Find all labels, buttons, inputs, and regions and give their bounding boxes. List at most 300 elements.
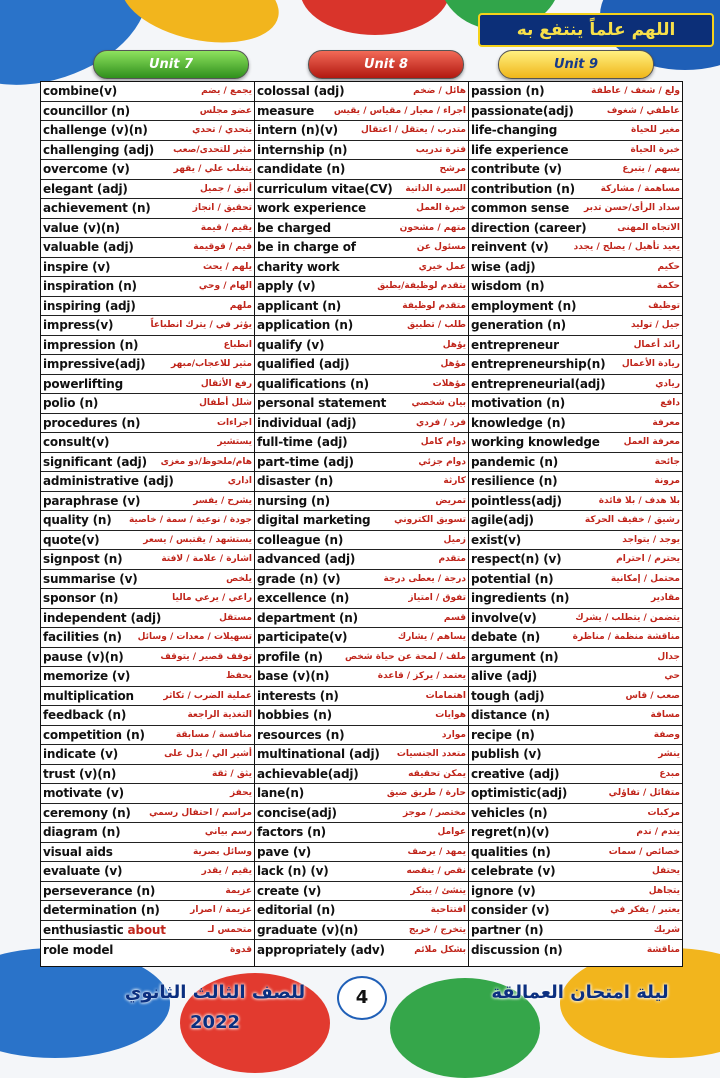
arabic-meaning: مناقشة منظمة / مناظرة — [572, 632, 680, 643]
english-word: advanced (adj) — [257, 552, 356, 567]
english-word: motivation (n) — [471, 396, 566, 411]
vocab-row — [469, 472, 682, 492]
vocab-row — [255, 394, 468, 414]
vocab-row — [469, 784, 682, 804]
english-word: combine(v) — [43, 84, 118, 99]
english-word: life-changing — [471, 123, 558, 138]
arabic-meaning: يثق / ثقة — [211, 768, 252, 779]
arabic-meaning: منافسة / مسابقة — [175, 729, 252, 740]
english-word: summarise (v) — [43, 571, 138, 586]
english-word: resilience (n) — [471, 474, 558, 489]
english-word: recipe (n) — [471, 727, 535, 742]
english-word: direction (career) — [471, 220, 587, 235]
english-word: trust (v)(n) — [43, 766, 117, 781]
english-word: memorize (v) — [43, 669, 131, 684]
arabic-meaning: السيرة الذاتية — [405, 183, 466, 194]
english-word: department (n) — [257, 610, 358, 625]
vocab-row — [255, 277, 468, 297]
english-word: reinvent (v) — [471, 240, 549, 255]
vocab-row — [469, 82, 682, 102]
arabic-meaning: راعي / يرعي ماليا — [172, 593, 252, 604]
arabic-meaning: شلل أطفال — [199, 398, 252, 409]
vocab-row — [469, 745, 682, 765]
arabic-meaning: معرفة — [652, 417, 680, 428]
arabic-meaning: اهتمامات — [425, 690, 466, 701]
english-word: excellence (n) — [257, 591, 350, 606]
arabic-meaning: كارثة — [443, 476, 466, 487]
arabic-meaning: مختصر / موجز — [402, 807, 466, 818]
english-word: create (v) — [257, 883, 322, 898]
english-word: inspire (v) — [43, 259, 111, 274]
vocab-row — [41, 238, 254, 258]
arabic-meaning: متقدم — [438, 554, 466, 565]
vocab-row — [255, 550, 468, 570]
english-word: discussion (n) — [471, 942, 563, 957]
arabic-meaning: مركبات — [647, 807, 680, 818]
vocab-row — [469, 433, 682, 453]
english-word: pointless(adj) — [471, 493, 562, 508]
vocab-row — [41, 121, 254, 141]
english-word: generation (n) — [471, 318, 566, 333]
english-word: powerlifting — [43, 376, 124, 391]
arabic-meaning: افتتاحية — [430, 905, 466, 916]
arabic-meaning: دوام جزئي — [418, 456, 466, 467]
vocab-row — [41, 102, 254, 122]
english-word: inspiring (adj) — [43, 298, 136, 313]
english-word: vehicles (n) — [471, 805, 548, 820]
english-word: passionate(adj) — [471, 103, 574, 118]
english-word: common sense — [471, 201, 570, 216]
arabic-meaning: مبدع — [659, 768, 680, 779]
arabic-meaning: نقص / ينقصه — [406, 866, 466, 877]
english-word: resources (n) — [257, 727, 345, 742]
english-word: qualify (v) — [257, 337, 325, 352]
vocab-row — [469, 102, 682, 122]
english-word: hobbies (n) — [257, 708, 332, 723]
vocab-row — [41, 316, 254, 336]
english-word: multiplication — [43, 688, 134, 703]
vocab-row — [255, 726, 468, 746]
arabic-meaning: يساهم / يشارك — [397, 632, 466, 643]
vocab-row — [41, 82, 254, 102]
english-word: role model — [43, 942, 114, 957]
english-word: debate (n) — [471, 630, 540, 645]
arabic-meaning: رائد أعمال — [633, 339, 680, 350]
arabic-meaning: يتقدم لوظيفة/يطبق — [377, 281, 466, 292]
vocab-row — [255, 472, 468, 492]
english-word: be in charge of — [257, 240, 356, 255]
arabic-meaning: يحفظ — [226, 671, 252, 682]
vocab-row — [41, 804, 254, 824]
english-word: argument (n) — [471, 649, 559, 664]
vocab-row — [469, 901, 682, 921]
vocab-row — [469, 199, 682, 219]
english-word: participate(v) — [257, 630, 348, 645]
arabic-meaning: هام/ملحوظ/ذو مغزى — [160, 456, 252, 467]
vocab-row — [469, 336, 682, 356]
vocab-row — [255, 843, 468, 863]
english-word: regret(n)(v) — [471, 825, 550, 840]
vocab-row — [469, 804, 682, 824]
arabic-meaning: مسئول عن — [416, 242, 466, 253]
arabic-meaning: رفع الأثقال — [200, 378, 252, 389]
arabic-meaning: الاتجاه المهنى — [617, 222, 680, 233]
vocab-row — [41, 492, 254, 512]
arabic-meaning: قدوة — [230, 944, 252, 955]
english-word: publish (v) — [471, 747, 542, 762]
english-word: disaster (n) — [257, 474, 334, 489]
vocab-row — [255, 238, 468, 258]
arabic-meaning: دوام كامل — [420, 437, 466, 448]
english-word: celebrate (v) — [471, 864, 556, 879]
english-word: perseverance (n) — [43, 883, 156, 898]
arabic-meaning: زميل — [443, 534, 466, 545]
arabic-meaning: تسويق الكتروني — [394, 515, 466, 526]
arabic-meaning: ملهم — [229, 300, 252, 311]
vocab-row — [469, 531, 682, 551]
vocab-row — [469, 706, 682, 726]
column-unit-7 — [41, 82, 255, 966]
arabic-meaning: معرفة العمل — [623, 437, 680, 448]
english-word: consider (v) — [471, 903, 550, 918]
vocab-row — [41, 375, 254, 395]
english-word: impressive(adj) — [43, 357, 146, 372]
english-word: significant (adj) — [43, 454, 147, 469]
vocab-row — [469, 843, 682, 863]
vocab-row — [255, 804, 468, 824]
vocab-row — [41, 141, 254, 161]
vocab-row — [41, 726, 254, 746]
vocab-row — [469, 882, 682, 902]
arabic-meaning: بشكل ملائم — [414, 944, 466, 955]
arabic-meaning: مثير للتحدى/صعب — [173, 144, 252, 155]
vocab-row — [255, 121, 468, 141]
arabic-meaning: متعدد الجنسيات — [396, 749, 466, 760]
arabic-meaning: فترة تدريب — [415, 144, 466, 155]
arabic-meaning: يتجاهل — [648, 885, 680, 896]
english-word: individual (adj) — [257, 415, 357, 430]
english-word: potential (n) — [471, 571, 554, 586]
english-word: feedback (n) — [43, 708, 127, 723]
vocab-row — [469, 687, 682, 707]
english-word: grade (n) (v) — [257, 571, 341, 586]
vocab-row — [469, 453, 682, 473]
vocab-row — [469, 414, 682, 434]
vocab-row — [255, 297, 468, 317]
english-word: paraphrase (v) — [43, 493, 141, 508]
vocab-row — [469, 160, 682, 180]
arabic-meaning: عزيمة — [225, 885, 252, 896]
vocab-row — [255, 570, 468, 590]
english-word: application (n) — [257, 318, 354, 333]
english-word: digital marketing — [257, 513, 371, 528]
vocab-row — [469, 589, 682, 609]
vocab-row — [255, 706, 468, 726]
arabic-meaning: مسافة — [650, 710, 680, 721]
english-word: curriculum vitae(CV) — [257, 181, 393, 196]
header-banner: اللهم علماً ينتفع به — [478, 13, 714, 47]
arabic-meaning: ينشر — [658, 749, 680, 760]
vocab-row — [469, 141, 682, 161]
vocab-row — [255, 180, 468, 200]
english-word: quality (n) — [43, 513, 112, 528]
arabic-meaning: الهام / وحي — [198, 281, 252, 292]
arabic-meaning: ينشئ / يبتكر — [410, 885, 466, 896]
arabic-meaning: يتخرج / خريج — [408, 924, 466, 935]
arabic-meaning: مثير للاعجاب/مبهر — [171, 359, 252, 370]
arabic-meaning: يقيم / يقدر — [201, 866, 252, 877]
vocab-row — [41, 667, 254, 687]
vocab-row — [41, 570, 254, 590]
vocab-row — [255, 160, 468, 180]
vocab-row — [41, 628, 254, 648]
english-word: work experience — [257, 201, 366, 216]
vocab-row — [41, 511, 254, 531]
arabic-meaning: جودة / نوعية / سمة / خاصية — [128, 515, 252, 526]
english-word: employment (n) — [471, 298, 577, 313]
vocab-row — [41, 550, 254, 570]
english-word: passion (n) — [471, 84, 545, 99]
vocab-row — [469, 394, 682, 414]
english-word: working knowledge — [471, 435, 600, 450]
arabic-meaning: يعيد تأهيل / يصلح / يجدد — [573, 242, 680, 253]
arabic-meaning: خبرة الحياة — [630, 144, 680, 155]
english-word: applicant (n) — [257, 298, 342, 313]
arabic-meaning: يشرح / يفسر — [193, 495, 252, 506]
english-word: value (v)(n) — [43, 220, 120, 235]
vocab-row — [469, 862, 682, 882]
arabic-meaning: تحقيق / انجاز — [192, 203, 252, 214]
english-word: inspiration (n) — [43, 279, 137, 294]
english-word: independent (adj) — [43, 610, 162, 625]
tab-unit-8[interactable]: Unit 8 — [308, 50, 464, 79]
arabic-meaning: متقدم لوظيفة — [402, 300, 466, 311]
vocab-row — [255, 745, 468, 765]
arabic-meaning: يستشير — [217, 437, 252, 448]
english-word: factors (n) — [257, 825, 326, 840]
english-word: elegant (adj) — [43, 181, 128, 196]
english-word: impress(v) — [43, 318, 114, 333]
arabic-meaning: متفائل / تفاؤلي — [608, 788, 680, 799]
arabic-meaning: رشيق / خفيف الحركة — [584, 515, 680, 526]
vocab-row — [469, 609, 682, 629]
english-word: wisdom (n) — [471, 279, 545, 294]
arabic-meaning: يمهد / يرصف — [407, 846, 466, 857]
english-word: consult(v) — [43, 435, 110, 450]
column-unit-9 — [469, 82, 682, 966]
english-word: editorial (n) — [257, 903, 336, 918]
vocab-row — [469, 648, 682, 668]
english-word: achievement (n) — [43, 201, 151, 216]
vocab-row — [41, 745, 254, 765]
english-word: appropriately (adv) — [257, 942, 385, 957]
english-word: challenge (v)(n) — [43, 123, 148, 138]
vocab-row — [255, 687, 468, 707]
english-word: distance (n) — [471, 708, 550, 723]
vocab-row — [41, 394, 254, 414]
tab-unit-7[interactable]: Unit 7 — [93, 50, 249, 79]
english-word: intern (n)(v) — [257, 123, 338, 138]
vocab-row — [469, 667, 682, 687]
arabic-meaning: اجراءات — [217, 417, 252, 428]
arabic-meaning: متدرب / يعتقل / اعتقال — [361, 125, 466, 136]
arabic-meaning: يلهم / يحث — [203, 261, 252, 272]
english-word: exist(v) — [471, 532, 522, 547]
arabic-meaning: مرونة — [654, 476, 680, 487]
english-word: administrative (adj) — [43, 474, 174, 489]
english-word: be charged — [257, 220, 331, 235]
english-word: qualifications (n) — [257, 376, 369, 391]
english-word: procedures (n) — [43, 415, 141, 430]
vocab-row — [41, 706, 254, 726]
vocab-row — [41, 336, 254, 356]
vocab-row — [41, 414, 254, 434]
arabic-meaning: درجة / يعطى درجة — [383, 573, 466, 584]
arabic-meaning: ريادي — [655, 378, 680, 389]
english-word: qualities (n) — [471, 844, 551, 859]
vocab-row — [255, 628, 468, 648]
english-word: lane(n) — [257, 786, 305, 801]
vocab-row — [469, 940, 682, 960]
arabic-meaning: حكمة — [656, 281, 680, 292]
vocab-row — [469, 121, 682, 141]
english-word: achievable(adj) — [257, 766, 359, 781]
english-word: polio (n) — [43, 396, 99, 411]
vocab-row — [41, 882, 254, 902]
arabic-meaning: متهم / مشحون — [399, 222, 466, 233]
english-word: councillor (n) — [43, 103, 130, 118]
vocab-row — [469, 726, 682, 746]
vocab-row — [469, 277, 682, 297]
vocab-row — [41, 433, 254, 453]
english-word: contribution (n) — [471, 181, 575, 196]
vocab-row — [255, 882, 468, 902]
english-word: qualified (adj) — [257, 357, 350, 372]
english-word: overcome (v) — [43, 162, 130, 177]
arabic-meaning: مؤهلات — [432, 378, 466, 389]
vocab-row — [41, 589, 254, 609]
english-word: alive (adj) — [471, 669, 538, 684]
vocab-row — [41, 258, 254, 278]
english-word: wise (adj) — [471, 259, 536, 274]
arabic-meaning: يتحدي / تحدي — [192, 125, 252, 136]
arabic-meaning: مؤهل — [440, 359, 466, 370]
vocab-row — [41, 180, 254, 200]
arabic-meaning: مستقل — [219, 612, 252, 623]
vocab-row — [41, 862, 254, 882]
vocab-row — [469, 570, 682, 590]
english-word: competition (n) — [43, 727, 145, 742]
english-word: charity work — [257, 259, 340, 274]
arabic-meaning: انطباع — [223, 339, 252, 350]
vocab-row — [41, 687, 254, 707]
english-word: personal statement — [257, 396, 387, 411]
arabic-meaning: جدال — [657, 651, 680, 662]
column-unit-8 — [255, 82, 469, 966]
vocab-row — [255, 667, 468, 687]
arabic-meaning: رسم بياني — [204, 827, 252, 838]
vocab-row — [469, 492, 682, 512]
vocab-row — [41, 765, 254, 785]
vocab-row — [469, 375, 682, 395]
vocabulary-table — [40, 81, 683, 967]
arabic-meaning: ريادة الأعمال — [621, 359, 680, 370]
english-word: internship (n) — [257, 142, 348, 157]
english-word: visual aids — [43, 844, 113, 859]
vocab-row — [255, 609, 468, 629]
arabic-meaning: يحترم / احترام — [616, 554, 680, 565]
arabic-meaning: يحفز — [230, 788, 252, 799]
english-word: ignore (v) — [471, 883, 536, 898]
arabic-meaning: عاطفي / شغوف — [606, 105, 680, 116]
vocab-row — [469, 297, 682, 317]
arabic-meaning: حي — [664, 671, 680, 682]
vocab-row — [469, 511, 682, 531]
english-word: agile(adj) — [471, 513, 534, 528]
decorative-shape — [113, 0, 286, 56]
arabic-meaning: عمل خيري — [418, 261, 466, 272]
arabic-meaning: خصائص / سمات — [608, 846, 680, 857]
arabic-meaning: يجمع / يضم — [201, 86, 252, 97]
english-word: pause (v)(n) — [43, 649, 124, 664]
arabic-meaning: فرد / فردي — [415, 417, 466, 428]
tab-unit-9[interactable]: Unit 9 — [498, 50, 654, 79]
arabic-meaning: مقادير — [650, 593, 680, 604]
vocab-row — [469, 355, 682, 375]
english-word: apply (v) — [257, 279, 316, 294]
vocab-row — [255, 219, 468, 239]
arabic-meaning: قسم — [443, 612, 466, 623]
arabic-meaning: تسهيلات / معدات / وسائل — [137, 632, 252, 643]
arabic-meaning: يسهم / يتبرع — [622, 164, 680, 175]
vocab-row — [255, 453, 468, 473]
english-word: impression (n) — [43, 337, 139, 352]
english-word: optimistic(adj) — [471, 786, 568, 801]
vocab-row — [469, 316, 682, 336]
vocab-row — [255, 258, 468, 278]
vocab-row — [255, 414, 468, 434]
vocab-row — [255, 199, 468, 219]
vocab-row — [255, 940, 468, 960]
vocab-row — [469, 921, 682, 941]
english-word: evaluate (v) — [43, 864, 123, 879]
vocab-row — [255, 901, 468, 921]
arabic-meaning: أشير الي / يدل على — [164, 749, 252, 760]
arabic-meaning: اجراء / معيار / مقياس / يقيس — [333, 105, 466, 116]
arabic-meaning: مراسم / احتفال رسمي — [149, 807, 252, 818]
english-word: diagram (n) — [43, 825, 121, 840]
english-word: involve(v) — [471, 610, 537, 625]
english-word: colleague (n) — [257, 532, 344, 547]
arabic-meaning: هوايات — [435, 710, 466, 721]
vocab-row — [469, 628, 682, 648]
vocab-row — [41, 219, 254, 239]
arabic-meaning: محتمل / إمكانية — [610, 573, 680, 584]
vocab-row — [41, 277, 254, 297]
english-word: lack (n) (v) — [257, 864, 329, 879]
english-word: interests (n) — [257, 688, 339, 703]
arabic-meaning: يعتبر / يفكر في — [610, 905, 680, 916]
arabic-meaning: يلخص — [226, 573, 252, 584]
english-word: creative (adj) — [471, 766, 560, 781]
arabic-meaning: مغير للحياة — [631, 125, 680, 136]
vocab-row — [255, 589, 468, 609]
vocab-row — [255, 336, 468, 356]
vocab-row — [41, 355, 254, 375]
arabic-meaning: بلا هدف / بلا فائدة — [598, 495, 680, 506]
english-word: multinational (adj) — [257, 747, 380, 762]
arabic-meaning: هائل / ضخم — [413, 86, 466, 97]
